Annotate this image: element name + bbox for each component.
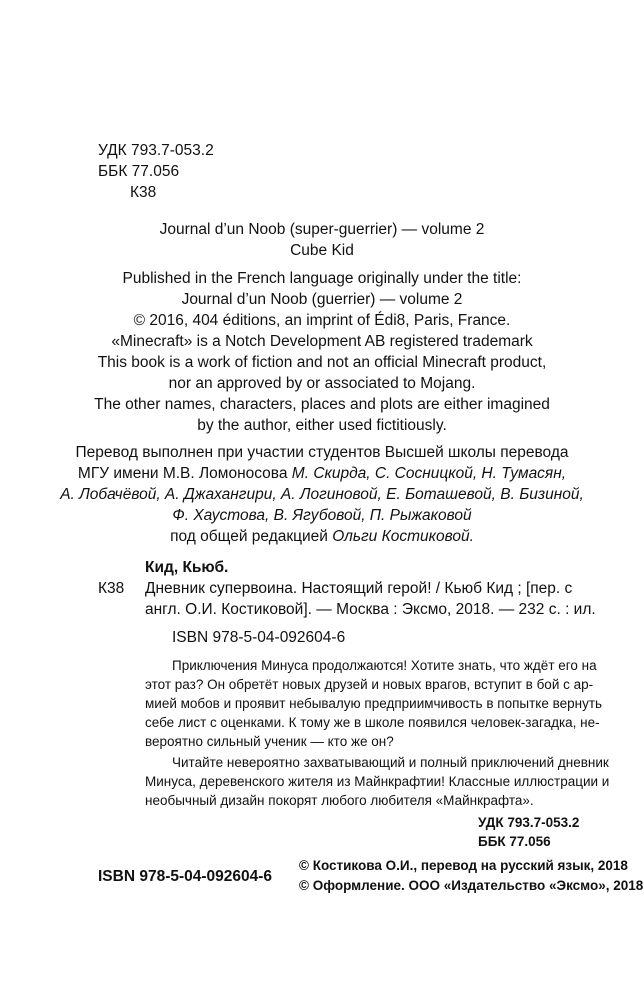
translator-names: М. Скирда, С. Сосницкой, Н. Тумасян, [291, 465, 567, 482]
translator-names: Ф. Хаустова, В. Ягубовой, П. Рыжаковой [172, 507, 472, 524]
catalog-line: англ. О.И. Костиковой]. — Москва : Эксмо, 2018. — 232 с. : ил. [145, 601, 596, 618]
publication-line: «Minecraft» is a Notch Development AB registered trademark [111, 333, 533, 350]
translator-names: А. Лобачёвой, А. Джахангири, А. Логиновой, Е. Боташевой, В. Бизиной, [60, 486, 584, 503]
annotation-line: Минуса, деревенского жителя из Майнкрафтии! Классные иллюстрации и [145, 774, 610, 789]
catalog-isbn: ISBN 978-5-04-092604-6 [172, 629, 346, 646]
catalog-heading: Кид, Кьюб. [145, 559, 229, 576]
publication-line: Journal d’un Noob (guerrier) — volume 2 [181, 291, 463, 308]
annotation-line: Читайте невероятно захватывающий и полный приключений дневник [172, 755, 609, 770]
publication-line: The other names, characters, places and plots are either imagined [94, 396, 550, 413]
publication-line: nor an approved by or associated to Mojang. [168, 375, 476, 392]
translation-line [0, 463, 644, 484]
annotation-line: вероятно сильный ученик — кто же он? [145, 734, 394, 749]
bbk-code: ББК 77.056 [98, 163, 180, 180]
annotation-line: Приключения Минуса продолжаются! Хотите знать, что ждёт его на [172, 658, 597, 673]
annotation-line: мией мобов и проявит небывалую предприимчивость в попытке вернуть [145, 696, 603, 711]
annotation-line: необычный дизайн покорят любого любителя «Майнкрафта». [145, 793, 534, 808]
publication-line: This book is a work of fiction and not an official Minecraft product, [97, 354, 547, 371]
editor-name: Ольги Костиковой. [332, 528, 474, 545]
catalog-line: Дневник супервоина. Настоящий герой! / Кьюб Кид ; [пер. с [145, 580, 573, 597]
bbk-code-bottom: ББК 77.056 [478, 834, 551, 849]
annotation-line: этот раз? Он обретёт новых друзей и новых врагов, вступит в бой с ар- [145, 677, 594, 692]
footer-isbn: ISBN 978-5-04-092604-6 [98, 868, 273, 885]
publication-line: Published in the French language originally under the title: [122, 270, 522, 287]
udk-code-bottom: УДК 793.7-053.2 [478, 815, 580, 830]
original-title: Journal d’un Noob (super-guerrier) — volume 2 [159, 221, 485, 238]
catalog-author-mark: К38 [98, 580, 125, 597]
annotation-line: себе лист с оценками. К тому же в школе появился человек-загадка, не- [145, 715, 600, 730]
translation-line: Перевод выполнен при участии студентов Высшей школы перевода [75, 444, 569, 461]
publication-line: by the author, either used fictitiously. [197, 417, 447, 434]
translation-line-prefix: МГУ имени М.В. Ломоносова [77, 465, 292, 482]
copyright-line: © Костикова О.И., перевод на русский язык, 2018 [299, 858, 628, 873]
udk-code: УДК 793.7-053.2 [98, 142, 214, 159]
publication-line: © 2016, 404 éditions, an imprint of Édi8, Paris, France. [133, 312, 511, 329]
editor-prefix: под общей редакцией [170, 528, 333, 545]
editor-line [0, 526, 644, 547]
copyright-line: © Оформление. ООО «Издательство «Эксмо», 2018 [299, 878, 644, 893]
original-author: Cube Kid [290, 242, 354, 259]
author-mark: К38 [130, 184, 157, 201]
